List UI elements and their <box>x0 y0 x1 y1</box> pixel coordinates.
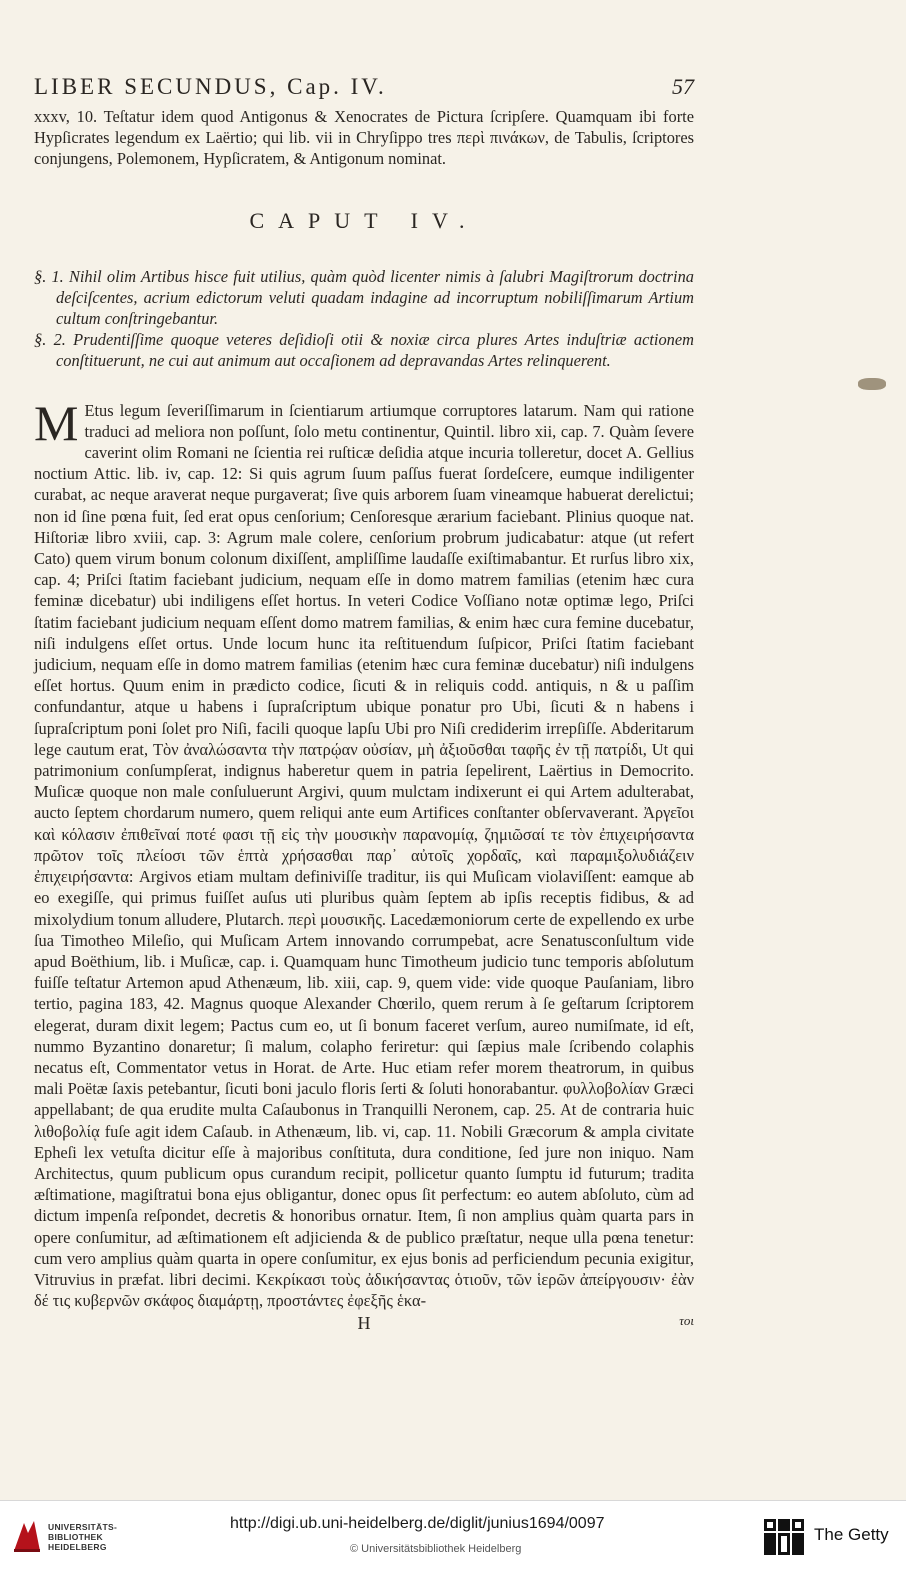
main-text <box>34 394 694 1312</box>
getty-name: The Getty <box>814 1525 889 1544</box>
viewer-footer <box>0 1500 906 1569</box>
library-logo[interactable] <box>12 1517 132 1557</box>
signature-mark: H <box>357 1313 371 1334</box>
intro-paragraph: xxxv, 10. Teſtatur idem quod Antigonus & Xenocrates de Pictura ſcripſere. Quamquam ibi forte Hypſicrates legendum ex Laërtio; qui lib. vii in Chryſippo tres περὶ πινάκων, de Tabulis, ſcriptores conjungens, Polemonem, Hypſicratem, & Antigonum nominat. <box>34 107 694 169</box>
getty-logo-icon[interactable] <box>762 1517 806 1557</box>
page-stain <box>858 378 886 390</box>
library-seal-icon <box>12 1519 42 1553</box>
copyright-notice: © Universitätsbibliothek Heidelberg <box>350 1543 522 1555</box>
page-content <box>34 74 694 1334</box>
running-header <box>34 74 694 104</box>
page-url-link[interactable]: http://digi.ub.uni-heidelberg.de/diglit/junius1694/0097 <box>230 1515 605 1532</box>
page-number: 57 <box>672 74 694 99</box>
library-name: UNIVERSITÄTS- BIBLIOTHEK HEIDELBERG <box>48 1522 118 1552</box>
chapter-heading: CAPUT IV. <box>249 207 479 233</box>
main-text-body: Etus legum ſeveriſſimarum in ſcientiarum artiumque corruptores latarum. Nam qui ratione traduci ad meliora non poſſunt, ſolo metu continentur, Quintil. libro xii, cap. 7. Quàm ſevere caverint olim Romani ne ſcientia rei ruſticæ deſidia atque incuria tolleretur, docet A. Gellius noctium Attic. lib. iv, cap. 12: Si quis agrum ſuum paſſus fuerat ſordeſcere, eumque indiligenter curabat, ac neque araverat neque purgaverat; ſive quis arborem ſuam vineamque habuerat derelictui; non id ſine pœna fuit, ſed erat opus cenſorium; Cenſoresque ærarium faciebant. Plinius quoque nat. Hiſtoriæ libro xviii, cap. 3: Agrum male colere, cenſorium probrum judicabatur: atque (ut refert Cato) quem virum bonum colonum dixiſſent, ampliſſime laudaſſe exiſtimabantur. Et rurſus libro xix, cap. 4; Priſci ſtatim faciebant judicium, nequam eſſe in domo matrem familias (etenim hæc cura feminæ dicebatur) ubi indiligens eſſet hortus. In veteri Codice Voſſiano notæ optimæ lego, Priſci ſtatim faciebant judicium nequam eſſent domo matrem familias, & enim hæc cura femine ducebatur, niſi indulgens eſſet ortus. Unde locum hunc ita reſtituendum ſuſpicor, Priſci ſtatim faciebant judicium, nequam eſſe in domo matrem familias (etenim hæc cura feminæ ducebatur) niſi indulgens eſſet hortus. Quum enim in prædicto codice, ſicuti & in reliquis codd. antiquis, n & u paſſim confundantur, atque u habens i ſupraſcriptum ubique ponatur pro Ubi, ſicuti & n habens i ſupraſcriptum poni ſolet pro Niſi, facili quoque lapſu Ubi pro Niſi crediderim irrepſiſſe. Abderitarum lege cautum erat, Τὸν ἀναλώσαντα τὴν πατρῴαν οὐσίαν, μὴ ἀξιοῦσθαι ταφῆς ἐν τῇ πατρίδι, Ut qui patrimonium conſumpſerat, indignus haberetur quem in patria ſepelirent, Laërtius in Democrito. Muſicæ quoque non male conſuluerunt Argivi, quum mulctam indixerunt ei qui Artem adulterabat, aucto ſeptem chordarum numero, quem reliqui ante eum Artifices conſtanter obſervaverant. Ἀργεῖοι καὶ κόλασιν ἐπιθεῖναί ποτέ φασι τῇ εἰς τὴν μουσικὴν παρανομίᾳ, ζημιῶσαί τε τὸν ἐπιχειρήσαντα πρῶτον τοῖς πλείοσι τῶν ἑπτὰ χρήσασθαι παρ᾽ αὐτοῖς χορδαῖς, καὶ παραμιξολυδιάζειν ἐπιχειρήσαντα: Argivos etiam multam definiviſſe traditur, iis qui Muſicam violaviſſent: eamque ab eo exegiſſe, qui primus fuiſſet auſus uti pluribus quàm ſeptem ab ipſis receptis fidibus, & ad mixolydium tonum alludere, Plutarch. περὶ μουσικῆς. Lacedæmoniorum certe de expellendo ex urbe ſua Timotheo Mileſio, qui Muſicam Artem innovando corrumpebat, acre Senatusconſultum vide apud Boëthium, lib. i Muſicæ, cap. i. Quamquam hunc Timotheum judicio tunc temporis abſolutum fuiſſe teſtatur Artemon apud Athenæum, lib. xiii, cap. 9, quem vide: vide quoque Pauſaniam, libro tertio, pagina 183, 42. Magnus quoque Alexander Chœrilo, quem rerum à ſe geſtarum ſcriptorem elegerat, duram dixit legem; Pactus cum eo, ut ſi bonum faceret verſum, aureo numiſmate, id eſt, nummo Byzantino donaretur; ſi malum, colapho feriretur: qui ſæpius male ſcribendo colaphis necatus eſt, Commentator vetus in Horat. de Arte. Huc etiam refer morem theatrorum, in quibus mali Poëtæ ſaxis petebantur, ſicuti boni jaculo floris ſerti & ſoluti honorabantur. φυλλοβολίαν Græci appellabant; de qua erudite multa Caſaubonus in Tranquilli Neronem, cap. 25. At de contraria huic λιθοβολίᾳ fuſe agit idem Caſaub. in Athenæum, lib. vi, cap. 11. Nobili Græcorum & ampla civitate Epheſi lex vetuſta dicitur eſſe à majoribus conſtituta, dura conditione, ſed jure non iniquo. Nam Architectus, quum publicum opus curandum recipit, pollicetur quanto ſumptu id futurum; tradita æſtimatione, magiſtratui bona ejus obligantur, donec opus ſit perfectum: eo autem abſoluto, cùm ad dictum impenſa reſpondet, decretis & honoribus ornatur. Item, ſi non amplius quàm quarta pars in opere conſumitur, ad æſtimationem eſt adjicienda & de publico præſtatur, neque ulla pœna tenetur: cum vero amplius quàm quarta in opere conſumitur, ex ejus bonis ad perficiendum pecunia exigitur, Vitruvius in præfat. libri decimi. Κεκρίκασι τοὺς ἀδικήσαντας ὁτιοῦν, τῶν ἱερῶν ἀπείργουσιν· ἐὰν δέ τις κυβερνῶν σκάφος διαμάρτῃ, προστάντες ἐφεξῆς ἑκα- <box>34 400 694 1311</box>
catchword: τοι <box>679 1313 694 1329</box>
signature-line <box>34 1313 694 1334</box>
section-summary: §. 1. Nihil olim Artibus hisce fuit utilius, quàm quòd licenter nimis à ſalubri Magiſtrorum doctrina deſciſcentes, acrium edictorum veluti quadam indagine ad incorruptum nobiliſſimarum Artium cultum conſtringebantur. <box>34 266 694 329</box>
drop-capital: M <box>34 394 79 451</box>
section-summary: §. 2. Prudentiſſime quoque veteres deſidioſi otii & noxiæ circa plures Artes induſtriæ actionem conſtituerunt, ne cui aut animum aut occaſionem ad depravandas Artes relinquerent. <box>34 330 694 371</box>
running-title: LIBER SECUNDUS, Cap. IV. <box>34 74 387 99</box>
